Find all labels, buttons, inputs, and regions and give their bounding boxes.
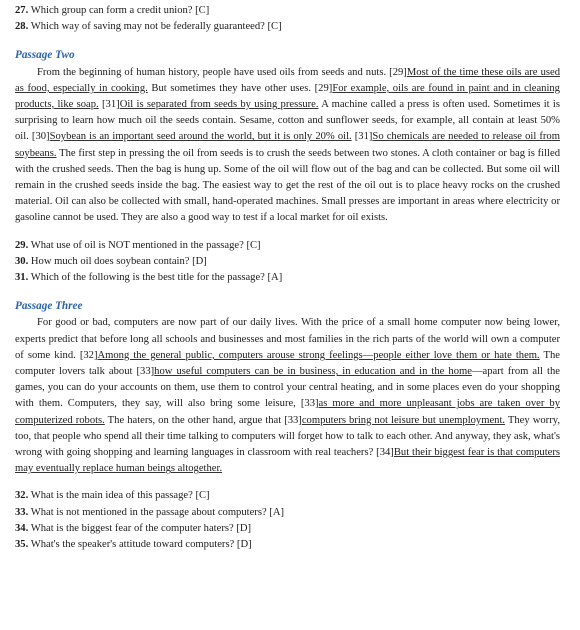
question-number: 34.	[15, 522, 29, 534]
underlined-answer-text: computers bring not leisure but unemployment.	[301, 414, 506, 426]
question-text: What is the main idea of this passage? [C]	[28, 490, 210, 502]
underlined-answer-text: Most of the time these oils are used as food, especially in cooking.	[15, 66, 560, 94]
passage-two-body	[15, 65, 560, 227]
passage-text: —apart from all the games, you can do your accounts on them, use them to control your central heating, and in some places even do your shopping with them. Computers, they say, will also bring some leisure, [33]	[15, 366, 560, 410]
passage-text: The computer lovers talk about [33]	[15, 349, 561, 378]
question-text: What use of oil is NOT mentioned in the passage? [C]	[28, 239, 261, 251]
question-number: 30.	[15, 255, 29, 267]
question-list-bottom	[15, 488, 560, 553]
question-number: 27.	[15, 5, 29, 16]
question-number: 33.	[15, 506, 29, 518]
question-number: 35.	[15, 539, 29, 551]
passage-text: But sometimes they have other uses. [29]	[147, 82, 333, 94]
question-text: How much oil does soybean contain? [D]	[28, 255, 207, 267]
question-number: 32.	[15, 490, 29, 502]
question-item	[15, 537, 560, 553]
question-text: What is the biggest fear of the computer haters? [D]	[28, 522, 252, 534]
passage-three-title: Passage Three	[15, 300, 83, 313]
question-item	[15, 3, 560, 19]
question-text: Which way of saving may not be federally guaranteed? [C]	[28, 21, 282, 33]
question-item	[15, 488, 560, 504]
passage-text: From the beginning of human history, people have used oils from seeds and nuts. [29]	[37, 66, 407, 78]
underlined-answer-text: But their biggest fear is that computers may eventually replace human beings altogether.	[15, 447, 560, 475]
underlined-answer-text: as more and more unpleasant jobs are taken over by computerized robots.	[15, 398, 560, 426]
question-text: Which of the following is the best title for the passage? [A]	[28, 272, 283, 284]
question-item	[15, 505, 560, 521]
question-item	[15, 19, 560, 35]
question-item	[15, 270, 560, 286]
underlined-answer-text: Oil is separated from seeds by using pressure.	[119, 99, 319, 111]
passage-text: For good or bad, computers are now part of our daily lives. With the price of a small home computer now being lower, experts predict that before long all schools and businesses and most families in the rich parts of the world will own a computer of some kind. [32]	[15, 317, 560, 361]
question-item	[15, 254, 560, 270]
underlined-answer-text: So chemicals are needed to release oil from soybeans.	[15, 131, 560, 159]
passage-two-title: Passage Two	[15, 49, 75, 62]
question-list-top	[15, 3, 560, 35]
question-item	[15, 238, 560, 254]
question-text: Which group can form a credit union? [C]	[28, 5, 210, 16]
question-item	[15, 521, 560, 537]
underlined-answer-text: Soybean is an important seed around the world, but it is only 20% oil.	[49, 131, 352, 143]
passage-text: The haters, on the other hand, argue that [33]	[104, 414, 302, 426]
passage-text: [31]	[98, 99, 120, 111]
underlined-answer-text: how useful computers can be in business, in education and in the home	[154, 366, 472, 378]
passage-text: The first step in pressing the oil from seeds is to crush the seeds between two stones. A cloth container or bag is filled with the crushed seeds. Then the bag is hung up. Some of the oil will flow out of the bag and can be collected. But some oil will remain in the crushed seeds inside the bag. The easiest way to get the rest of the oil out is to place heavy rocks on the crushed material. Oil can also be collected with small, hand-operated machines. Small presses are important in areas where electricity or gasoline cannot be used. They are also a good way to test if a local market for oil exists.	[15, 147, 560, 224]
question-text: What's the speaker's attitude toward computers? [D]	[28, 539, 252, 551]
passage-text: [31]	[351, 131, 373, 143]
passage-three-body	[15, 315, 560, 477]
underlined-answer-text: For example, oils are found in paint and in cleaning products, like soap.	[15, 82, 560, 111]
question-text: What is not mentioned in the passage about computers? [A]	[28, 506, 285, 518]
question-number: 31.	[15, 272, 29, 284]
question-number: 28.	[15, 21, 29, 33]
underlined-answer-text: Among the general public, computers arouse strong feelings—people either love them or hate them.	[97, 349, 540, 361]
passage-text: A machine called a press is often used. Sometimes it is surprising to learn how much oil the seeds contain. Sesame, cotton and sunflower seeds, for example, all contain at least 50% oil. [30]	[15, 99, 560, 143]
question-list-middle	[15, 238, 560, 287]
question-number: 29.	[15, 239, 29, 251]
passage-text: They worry, too, that people who spend all their time talking to computers will forget how to talk to each other. And anyway, they ask, what's wrong with going shopping and learning languages in classroom with real teachers? [34]	[15, 414, 560, 459]
